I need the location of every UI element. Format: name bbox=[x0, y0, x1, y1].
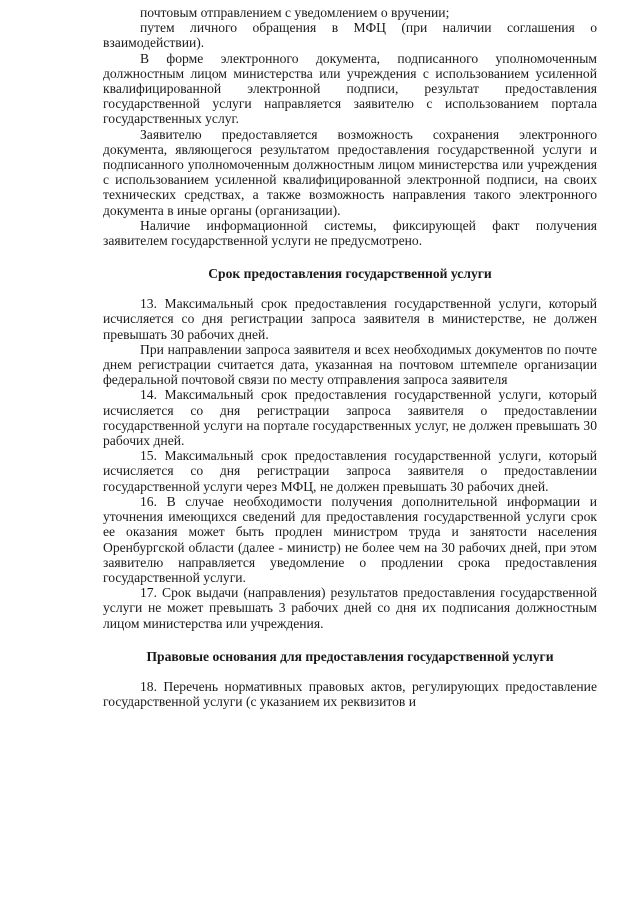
paragraph-item-14: 14. Максимальный срок предоставления государственной услуги, который исчисляется со дня регистрации запроса заявителя о предоставлении государственной услуги на портале государственных услуг, не должен превышать 30 рабочих дней. bbox=[103, 387, 597, 449]
paragraph-item-16: 16. В случае необходимости получения дополнительной информации и уточнения имеющихся сведений для предоставления государственной услуги срок ее оказания может быть продлен министром труда и занятости населения Оренбургской области (далее - министр) не более чем на 30 рабочих дней, при этом заявителю направляется уведомление о продлении срока предоставления государственной услуги. bbox=[103, 493, 597, 585]
paragraph-save-electronic-result: Заявителю предоставляется возможность сохранения электронного документа, являющегося результатом предоставления государственной услуги и подписанного уполномоченным должностным лицом министерства или учреждения с использованием усиленной квалифицированной электронной подписи, на своих технических средствах, а также возможность направления такого электронного документа в иные органы (организации). bbox=[103, 126, 597, 218]
paragraph-item-18: 18. Перечень нормативных правовых актов, регулирующих предоставление государственной услуги (с указанием их реквизитов и bbox=[103, 678, 597, 709]
paragraph-electronic-document: В форме электронного документа, подписанного уполномоченным должностным лицом министерства или учреждения с использованием усиленной квалифицированной электронной подписи, результат предоставления государственной услуги направляется заявителю с использованием портала государственных услуг. bbox=[103, 50, 597, 127]
paragraph-information-system: Наличие информационной системы, фиксирующей факт получения заявителем государственной услуги не предусмотрено. bbox=[103, 217, 597, 249]
paragraph-item-15: 15. Максимальный срок предоставления государственной услуги, который исчисляется со дня регистрации запроса заявителя о предоставлении государственной услуги через МФЦ, не должен превышать 30 рабочих дней. bbox=[103, 448, 597, 494]
section-heading-legal-basis: Правовые основания для предоставления государственной услуги bbox=[146, 648, 554, 664]
paragraph-mfc-visit: путем личного обращения в МФЦ (при наличии соглашения о взаимодействии). bbox=[103, 20, 597, 51]
paragraph-item-13: 13. Максимальный срок предоставления государственной услуги, который исчисляется со дня регистрации запроса заявителя в министерстве, не должен превышать 30 рабочих дней. bbox=[103, 296, 597, 342]
document-body bbox=[103, 5, 597, 709]
paragraph-postal-registration-date: При направлении запроса заявителя и всех необходимых документов по почте днем регистрации считается дата, указанная на почтовом штемпеле организации федеральной почтовой связи по месту отправления запроса заявителя bbox=[103, 341, 597, 388]
section-heading-service-term: Срок предоставления государственной услуги bbox=[208, 266, 492, 282]
paragraph-item-17: 17. Срок выдачи (направления) результатов предоставления государственной услуги не может превышать 3 рабочих дней со дня их подписания должностным лицом министерства или учреждения. bbox=[103, 585, 597, 631]
paragraph-postal-notice: почтовым отправлением с уведомлением о вручении; bbox=[140, 5, 450, 20]
